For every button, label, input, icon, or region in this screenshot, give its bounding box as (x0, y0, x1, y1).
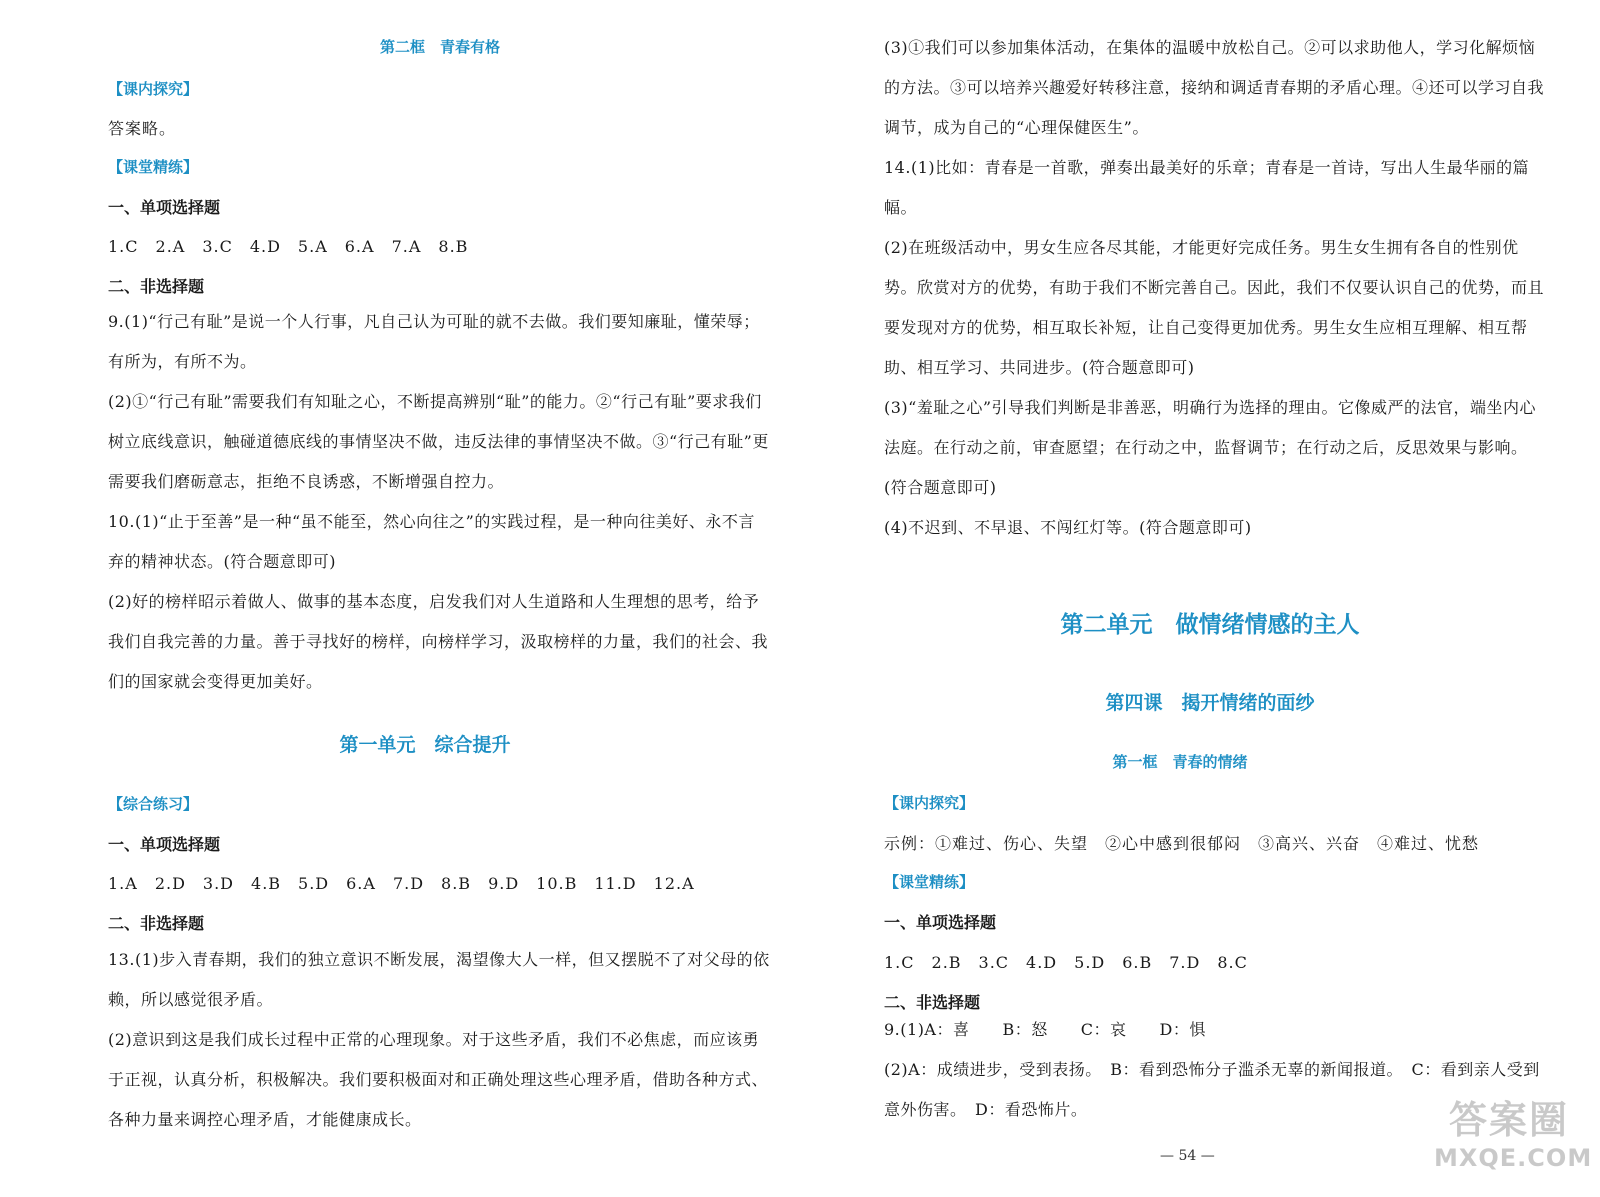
answers-single-choice: 1.C 2.A 3.C 4.D 5.A 6.A 7.A 8.B (108, 237, 469, 256)
answers-single-choice-2: 1.A 2.D 3.D 4.B 5.D 6.A 7.D 8.B 9.D 10.B 11.D 12.A (108, 874, 695, 893)
watermark-top-text: 答案圈 (1448, 1098, 1569, 1142)
section-non-choice-right: 二、非选择题 (884, 993, 981, 1012)
explore-answer: 答案略。 (108, 119, 177, 138)
q14-part2: (2)在班级活动中，男女生应各尽其能，才能更好完成任务。男生女生拥有各自的性别优势。欣赏对方的优势，有助于我们不断完善自己。因此，我们不仅要认识自己的优势，而且要发现对方的优势，相互取长补短，让自己变得更加优秀。男生女生应相互理解、相互帮助、相互学习、共同进步。(符合题意即可) (884, 238, 1545, 377)
q9-right-part2: (2)A：成绩进步，受到表扬。 B：看到恐怖分子滥杀无辜的新闻报道。 C：看到亲人受到意外伤害。 D：看恐怖片。 (884, 1060, 1540, 1119)
section-single-choice-2: 一、单项选择题 (108, 835, 221, 854)
q9-right-part1: 9.(1)A：喜 B：怒 C：哀 D：惧 (884, 1020, 1206, 1039)
example-line: 示例：①难过、伤心、失望 ②心中感到很郁闷 ③高兴、兴奋 ④难过、忧愁 (884, 834, 1480, 853)
watermark-bottom-text: MXQE.COM (1434, 1144, 1593, 1172)
q13-part2: (2)意识到这是我们成长过程中正常的心理现象。对于这些矛盾，我们不必焦虑，而应该勇于正视，认真分析，积极解决。我们要积极面对和正确处理这些心理矛盾，借助各种方式、各种力量来调控心理矛盾，才能健康成长。 (108, 1030, 769, 1129)
section-single-choice-right: 一、单项选择题 (884, 913, 997, 932)
tag-explore: 【课内探究】 (108, 80, 199, 98)
q10-part1: 10.(1)“止于至善”是一种“虽不能至，然心向往之”的实践过程，是一种向往美好、永不言弃的精神状态。(符合题意即可) (108, 512, 755, 571)
lesson4-title: 第四课 揭开情绪的面纱 (1105, 692, 1315, 714)
q9-part1: 9.(1)“行己有耻”是说一个人行事，凡自己认为可耻的就不去做。我们要知廉耻，懂荣辱；有所为，有所不为。 (108, 312, 760, 371)
q13-part1: 13.(1)步入青春期，我们的独立意识不断发展，渴望像大人一样，但又摆脱不了对父母的依赖，所以感觉很矛盾。 (108, 950, 770, 1009)
lesson-title: 第二框 青春有格 (379, 38, 500, 56)
tag-explore-right: 【课内探究】 (884, 794, 975, 812)
answer-block-q13-q14 (884, 28, 1548, 548)
tag-practice: 【课堂精练】 (108, 158, 199, 176)
right-page (800, 0, 1600, 1197)
q14-part1: 14.(1)比如：青春是一首歌，弹奏出最美好的乐章；青春是一首诗，写出人生最华丽的篇幅。 (884, 158, 1530, 217)
tag-practice-right: 【课堂精练】 (884, 873, 975, 891)
answer-block-q13 (108, 940, 770, 1140)
watermark-logo (1434, 1097, 1593, 1187)
unit2-title: 第二单元 做情绪情感的主人 (1060, 612, 1360, 638)
q14-part3: (3)“羞耻之心”引导我们判断是非善恶，明确行为选择的理由。它像威严的法官，端坐内心法庭。在行动之前，审查愿望；在行动之中，监督调节；在行动之后，反思效果与影响。(符合题意即可) (884, 398, 1537, 497)
frame1-title: 第一框 青春的情绪 (1112, 753, 1248, 771)
section-single-choice: 一、单项选择题 (108, 198, 221, 217)
section-non-choice-2: 二、非选择题 (108, 914, 205, 933)
section-non-choice: 二、非选择题 (108, 277, 205, 296)
answer-block-q9-q10 (108, 302, 770, 702)
unit-review-title: 第一单元 综合提升 (339, 734, 511, 756)
tag-comprehensive: 【综合练习】 (108, 795, 199, 813)
page-number: — 54 — (1160, 1148, 1215, 1164)
q10-part2: (2)好的榜样昭示着做人、做事的基本态度，启发我们对人生道路和人生理想的思考，给予我们自我完善的力量。善于寻找好的榜样，向榜样学习，汲取榜样的力量，我们的社会、我们的国家就会变得更加美好。 (108, 592, 769, 691)
q9-part2: (2)①“行己有耻”需要我们有知耻之心，不断提高辨别“耻”的能力。②“行己有耻”要求我们树立底线意识，触碰道德底线的事情坚决不做，违反法律的事情坚决不做。③“行己有耻”更需要我们磨砺意志，拒绝不良诱惑，不断增强自控力。 (108, 392, 769, 491)
q13-part3: (3)①我们可以参加集体活动，在集体的温暖中放松自己。②可以求助他人，学习化解烦恼的方法。③可以培养兴趣爱好转移注意，接纳和调适青春期的矛盾心理。④还可以学习自我调节，成为自己的“心理保健医生”。 (884, 38, 1545, 137)
answers-single-choice-right: 1.C 2.B 3.C 4.D 5.D 6.B 7.D 8.C (884, 953, 1248, 972)
q14-part4: (4)不迟到、不早退、不闯红灯等。(符合题意即可) (884, 518, 1252, 537)
